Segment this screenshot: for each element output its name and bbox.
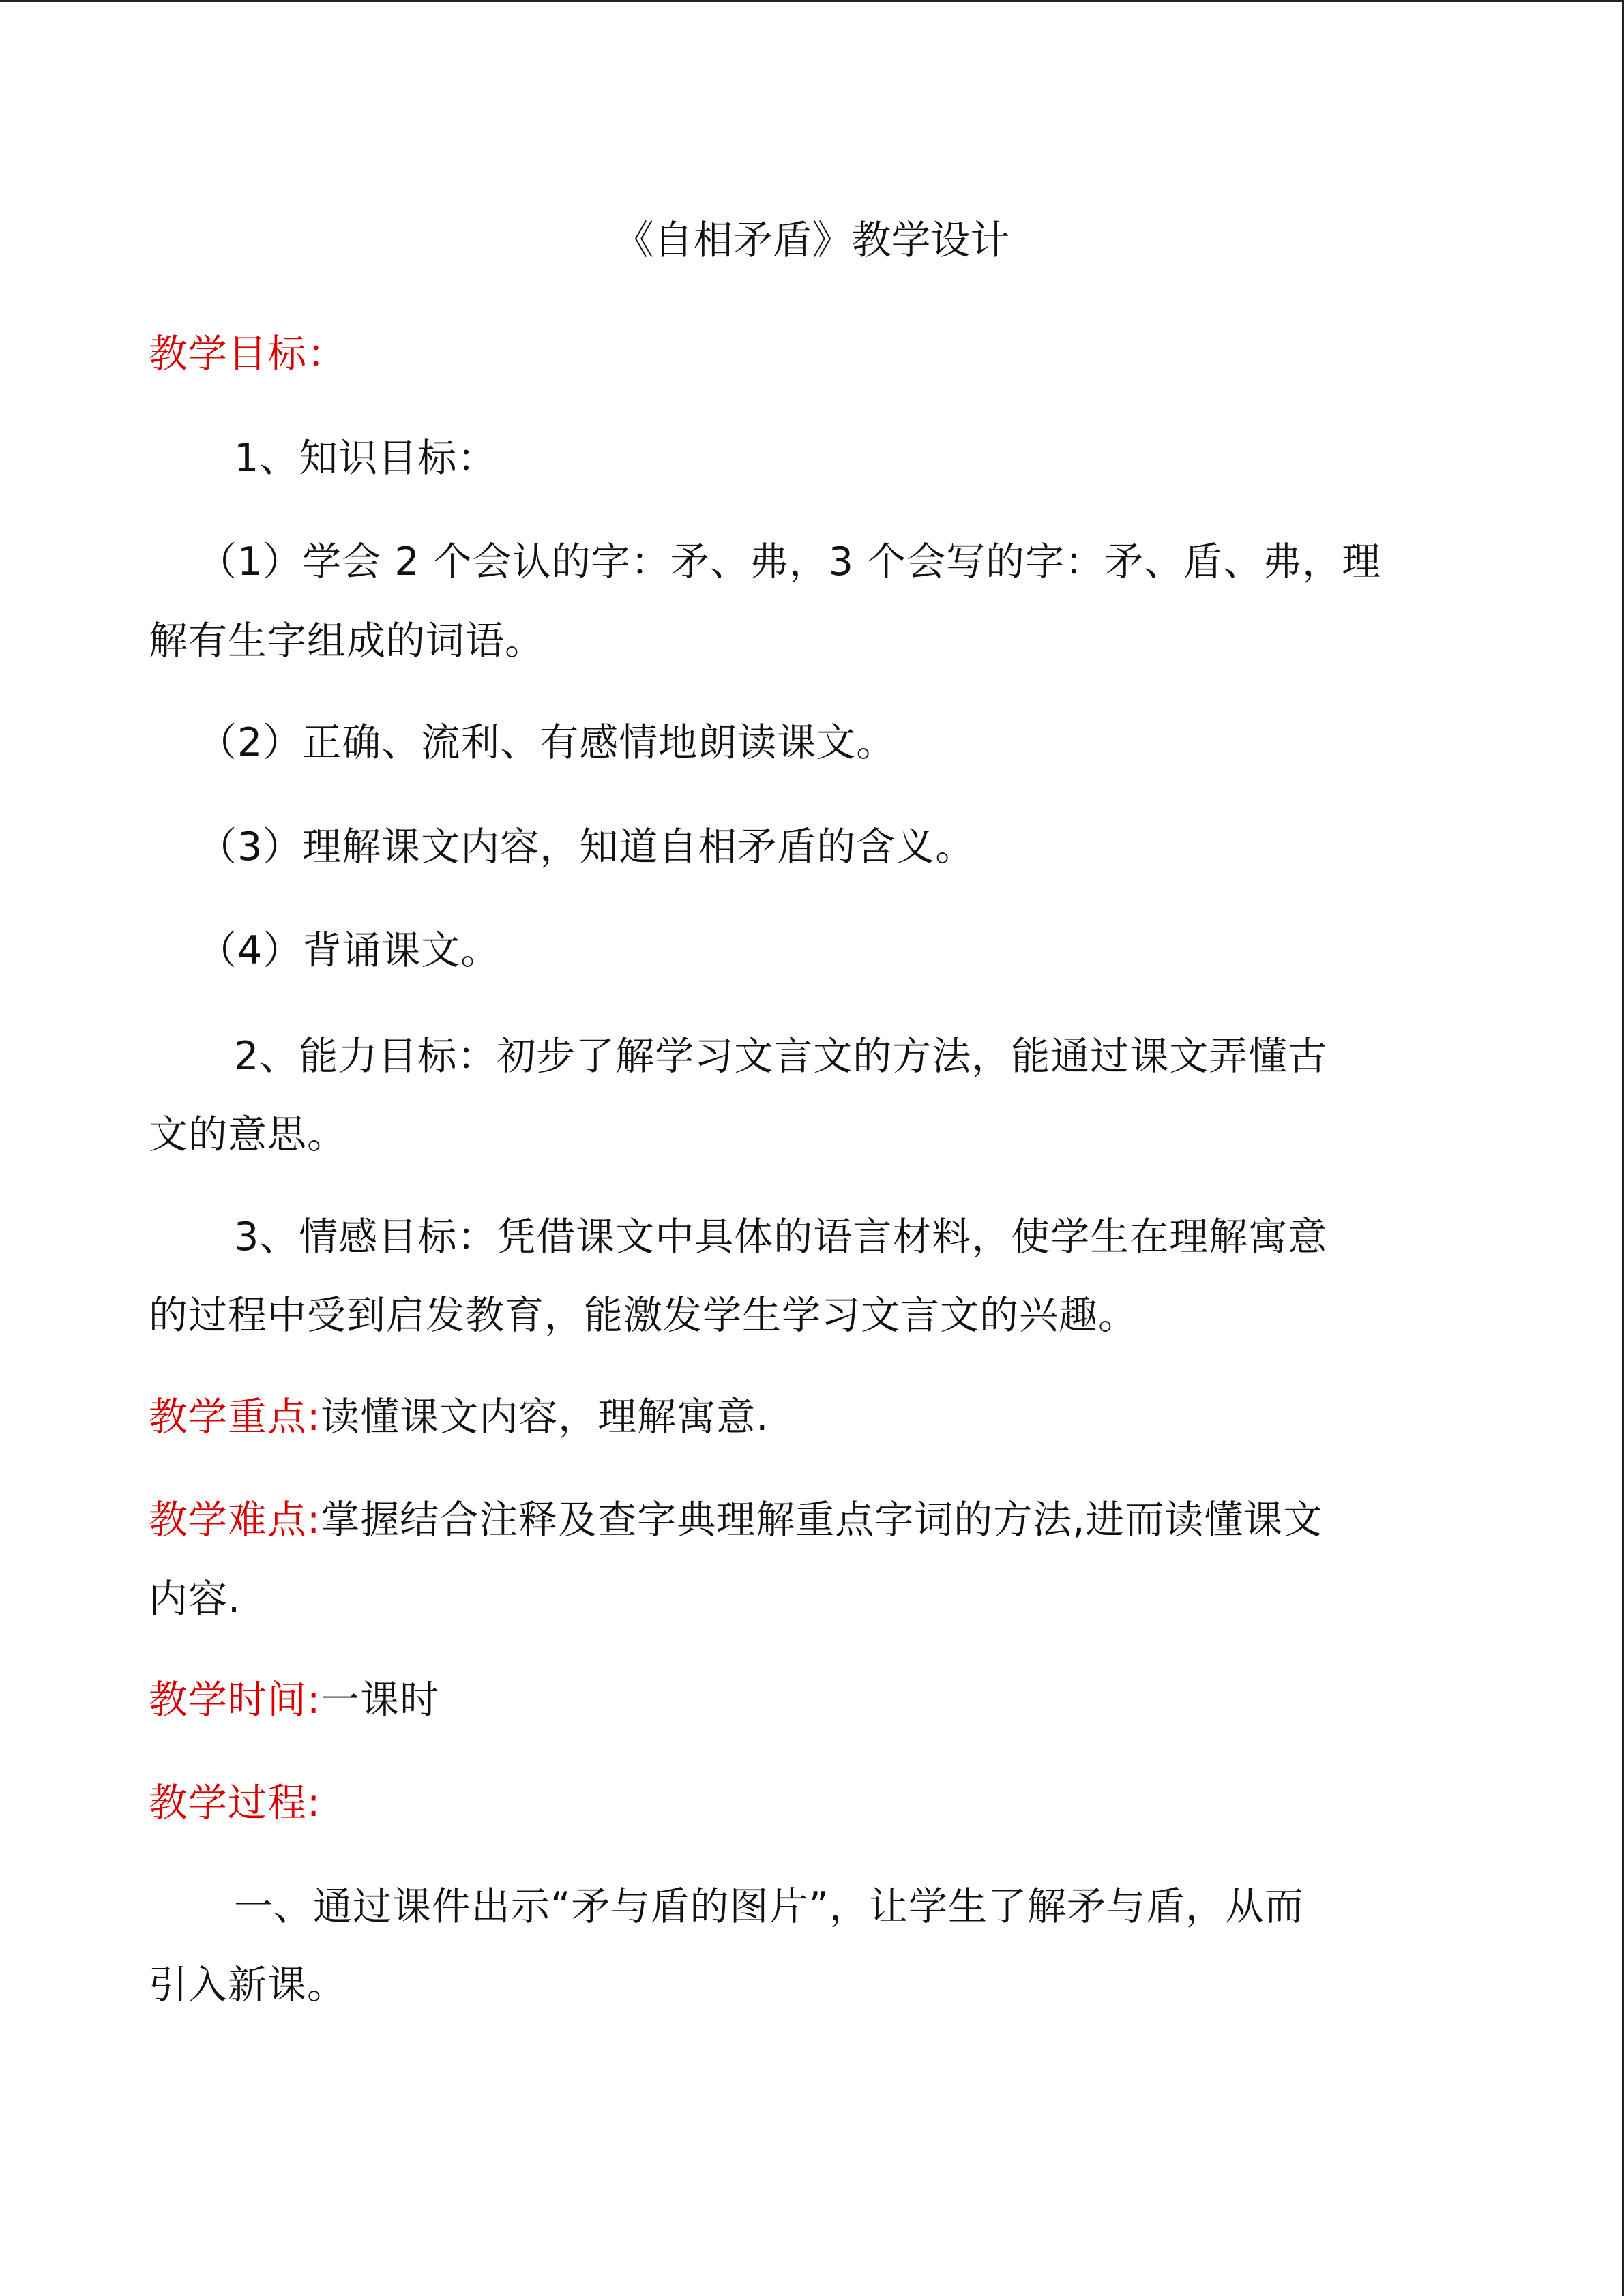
- knowledge-item-4: （4）背诵课文。: [198, 928, 501, 973]
- difficulties-text-line1: 掌握结合注释及查字典理解重点字词的方法,进而读懂课文: [321, 1497, 1323, 1542]
- key-points-text: 读懂课文内容，理解寓意.: [321, 1395, 769, 1440]
- knowledge-item-2: （2）正确、流利、有感情地朗读课文。: [198, 720, 896, 765]
- emotion-objective-line1: 3、情感目标：凭借课文中具体的语言材料，使学生在理解寓意: [234, 1214, 1328, 1259]
- process-step1-line1: 一、通过课件出示“矛与盾的图片”，让学生了解矛与盾，从而: [234, 1884, 1305, 1929]
- objectives-heading: 教学目标：: [149, 331, 346, 376]
- knowledge-item-1-line2: 解有生字组成的词语。: [149, 618, 544, 664]
- difficulties-row: [149, 1495, 1323, 1545]
- time-text: 一课时: [321, 1678, 440, 1723]
- key-points-label: 教学重点:: [149, 1395, 321, 1440]
- ability-objective-line1: 2、能力目标：初步了解学习文言文的方法，能通过课文弄懂古: [234, 1034, 1328, 1079]
- process-heading: 教学过程:: [149, 1780, 321, 1825]
- difficulties-text-line2: 内容.: [149, 1577, 241, 1622]
- document-title: 《自相矛盾》教学设计: [614, 217, 1010, 263]
- process-step1-line2: 引入新课。: [149, 1963, 346, 2008]
- knowledge-item-3: （3）理解课文内容，知道自相矛盾的含义。: [198, 824, 975, 869]
- knowledge-item-1-line1: （1）学会 2 个会认的字：矛、弗，3 个会写的字：矛、盾、弗，理: [198, 539, 1382, 584]
- emotion-objective-line2: 的过程中受到启发教育，能激发学生学习文言文的兴趣。: [149, 1293, 1138, 1338]
- key-points-row: [149, 1392, 769, 1442]
- time-label: 教学时间:: [149, 1678, 321, 1723]
- knowledge-objective-label: 1、知识目标：: [234, 436, 497, 481]
- ability-objective-line2: 文的意思。: [149, 1112, 346, 1157]
- difficulties-label: 教学难点:: [149, 1497, 321, 1542]
- time-row: [149, 1675, 439, 1725]
